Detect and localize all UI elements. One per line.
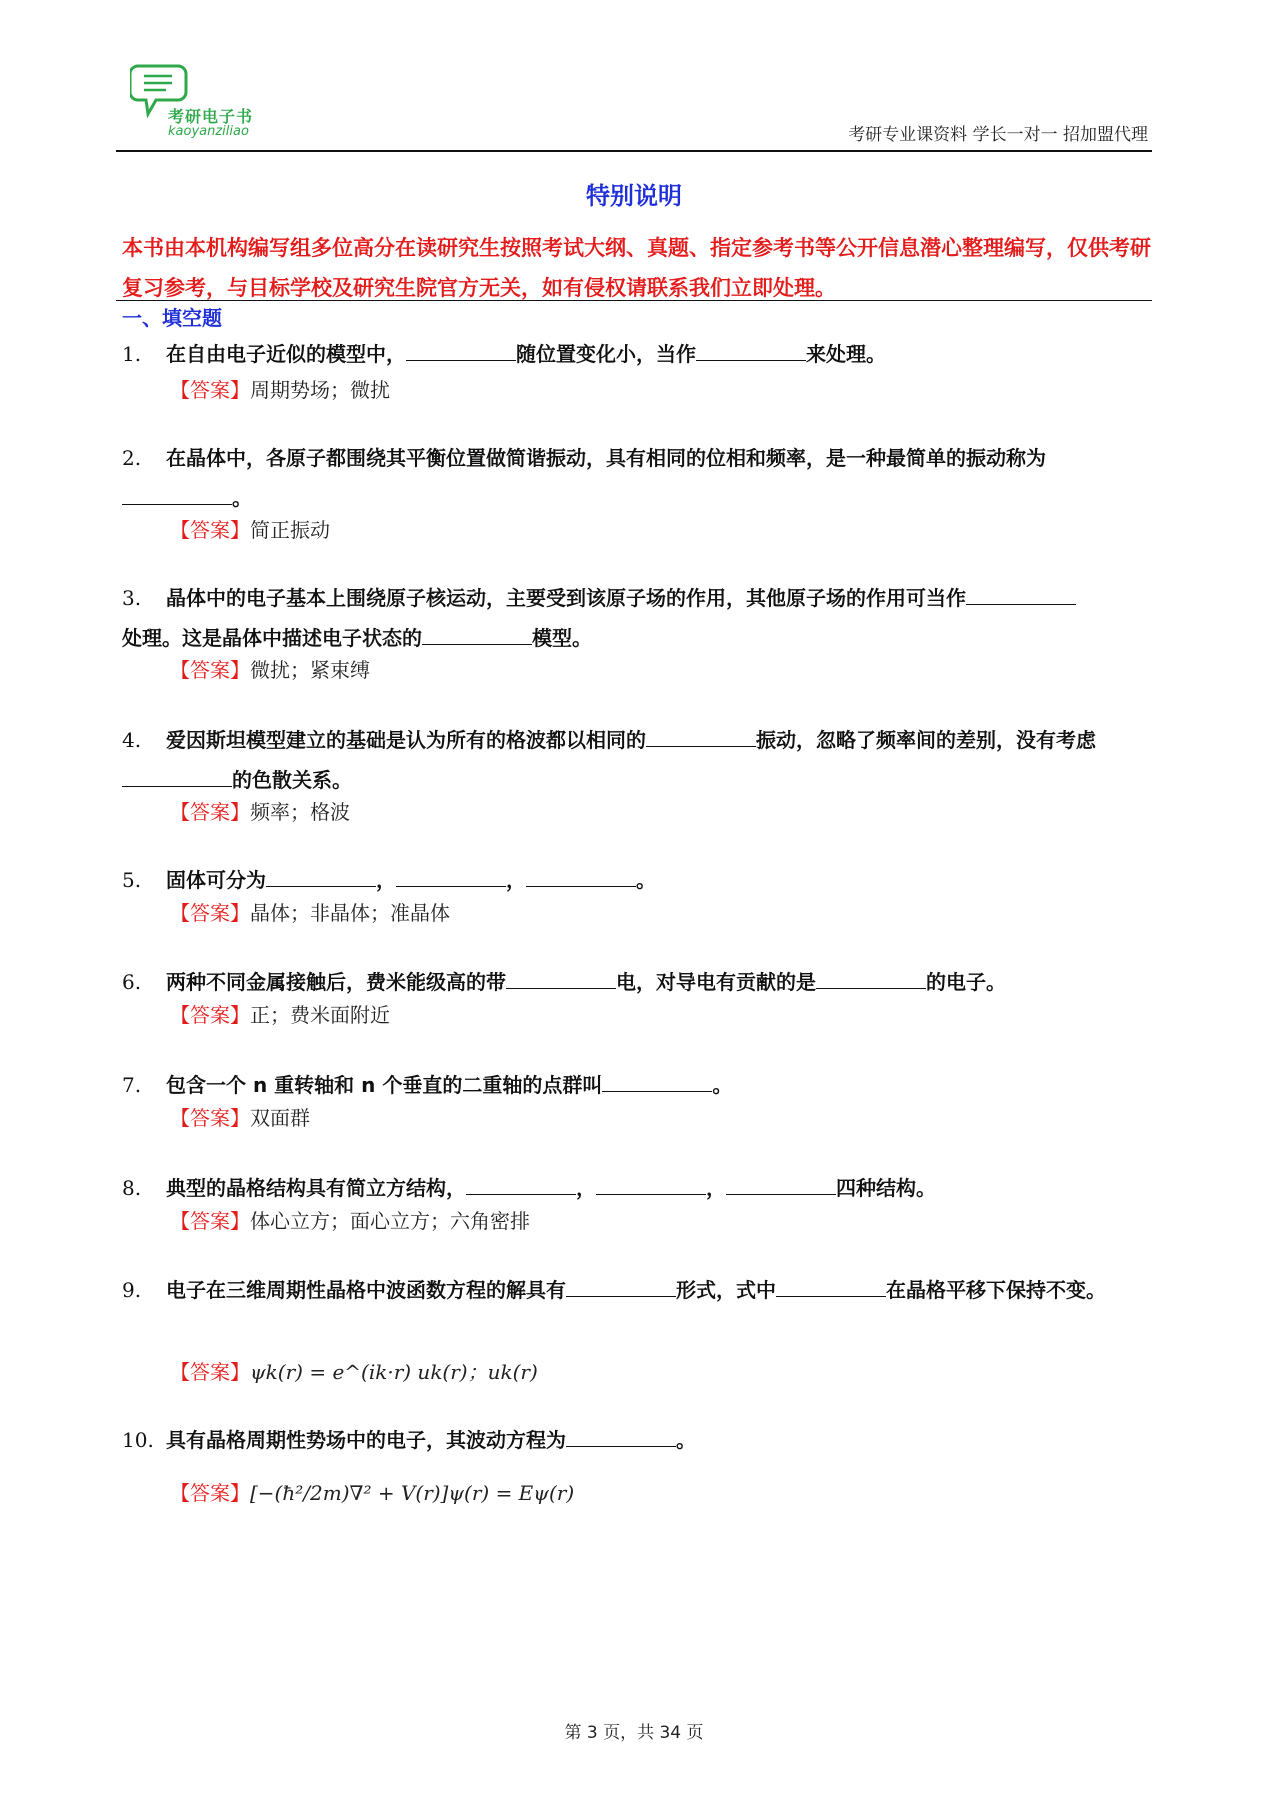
question-10 bbox=[122, 1420, 1152, 1460]
question-text: 具有晶格周期性势场中的电子，其波动方程为 bbox=[166, 1428, 566, 1452]
answer-tag: 【答案】 bbox=[170, 1003, 250, 1027]
special-notice-title: 特别说明 bbox=[586, 182, 682, 210]
header-divider bbox=[116, 150, 1152, 152]
question-text: 模型。 bbox=[532, 626, 592, 650]
question-text: 形式，式中 bbox=[676, 1278, 776, 1302]
answer-text: 简正振动 bbox=[250, 518, 330, 542]
question-number: 2. bbox=[122, 446, 142, 470]
answer-10 bbox=[170, 1478, 574, 1508]
header-tagline: 考研专业课资料 学长一对一 招加盟代理 bbox=[848, 125, 1148, 145]
question-text: 在自由电子近似的模型中， bbox=[166, 342, 406, 366]
answer-blank bbox=[726, 1172, 836, 1195]
question-text: 振动，忽略了频率间的差别，没有考虑 bbox=[756, 728, 1096, 752]
question-text: ， bbox=[506, 868, 526, 892]
question-8 bbox=[122, 1168, 1152, 1208]
question-9 bbox=[122, 1270, 1152, 1310]
answer-blank bbox=[566, 1274, 676, 1297]
logo-subtext: kaoyanziliao bbox=[168, 124, 249, 139]
question-number: 1. bbox=[122, 342, 142, 366]
question-number: 10. bbox=[122, 1428, 154, 1452]
question-text: 来处理。 bbox=[806, 342, 886, 366]
answer-3 bbox=[170, 655, 370, 685]
question-text: 的电子。 bbox=[926, 970, 1006, 994]
special-notice-text: 本书由本机构编写组多位高分在读研究生按照考试大纲、真题、指定参考书等公开信息潜心整理编写，仅供考研复习参考，与目标学校及研究生院官方无关，如有侵权请联系我们立即处理。 bbox=[122, 236, 1151, 300]
answer-blank bbox=[506, 966, 616, 989]
question-text: 电子在三维周期性晶格中波函数方程的解具有 bbox=[166, 1278, 566, 1302]
question-number: 5. bbox=[122, 868, 142, 892]
question-text: 。 bbox=[712, 1073, 733, 1097]
question-text: 的色散关系。 bbox=[232, 768, 352, 792]
answer-2 bbox=[170, 515, 330, 545]
question-text: 爱因斯坦模型建立的基础是认为所有的格波都以相同的 bbox=[166, 728, 646, 752]
question-text: 。 bbox=[636, 868, 656, 892]
answer-text: 频率；格波 bbox=[250, 800, 350, 824]
answer-8 bbox=[170, 1206, 530, 1236]
question-3 bbox=[122, 578, 1152, 658]
question-number: 9. bbox=[122, 1278, 142, 1302]
answer-tag: 【答案】 bbox=[170, 1481, 250, 1505]
answer-blank bbox=[966, 582, 1076, 605]
question-6 bbox=[122, 962, 1152, 1002]
question-text: ， bbox=[576, 1176, 596, 1200]
answer-blank bbox=[466, 1172, 576, 1195]
answer-blank bbox=[122, 482, 232, 505]
answer-blank bbox=[406, 338, 516, 361]
answer-tag: 【答案】 bbox=[170, 800, 250, 824]
question-text: 随位置变化小，当作 bbox=[516, 342, 696, 366]
question-text: ， bbox=[706, 1176, 726, 1200]
answer-text: 体心立方；面心立方；六角密排 bbox=[250, 1209, 530, 1233]
question-number: 8. bbox=[122, 1176, 142, 1200]
question-text: 处理。这是晶体中描述电子状态的 bbox=[122, 626, 422, 650]
question-text: 。 bbox=[232, 486, 252, 510]
answer-blank bbox=[566, 1424, 676, 1447]
answer-blank bbox=[526, 864, 636, 887]
answer-blank bbox=[816, 966, 926, 989]
question-text: ， bbox=[376, 868, 396, 892]
page-number: 第 3 页，共 34 页 bbox=[564, 1723, 704, 1743]
answer-blank bbox=[696, 338, 806, 361]
answer-4 bbox=[170, 797, 350, 827]
question-number: 3. bbox=[122, 586, 142, 610]
answer-blank bbox=[776, 1274, 886, 1297]
answer-tag: 【答案】 bbox=[170, 378, 250, 402]
answer-formula: [−(ħ²/2m)∇² + V(r)]ψ(r) = Eψ(r) bbox=[250, 1481, 575, 1505]
question-text: 晶体中的电子基本上围绕原子核运动，主要受到该原子场的作用，其他原子场的作用可当作 bbox=[166, 586, 966, 610]
answer-blank bbox=[266, 864, 376, 887]
answer-blank bbox=[422, 622, 532, 645]
question-text: 固体可分为 bbox=[166, 868, 266, 892]
answer-tag: 【答案】 bbox=[170, 518, 250, 542]
answer-formula: ψk(r) = e^(ik·r) uk(r)；uk(r) bbox=[250, 1360, 538, 1384]
answer-blank bbox=[602, 1069, 712, 1092]
answer-text: 微扰；紧束缚 bbox=[250, 658, 370, 682]
question-5 bbox=[122, 860, 1152, 900]
logo-text: 考研电子书 bbox=[168, 107, 254, 126]
question-7 bbox=[122, 1065, 1152, 1105]
question-number: 6. bbox=[122, 970, 142, 994]
answer-blank bbox=[396, 864, 506, 887]
question-2 bbox=[122, 438, 1152, 518]
question-text: 在晶体中，各原子都围绕其平衡位置做简谐振动，具有相同的位相和频率，是一种最简单的振动称为 bbox=[166, 446, 1046, 470]
answer-tag: 【答案】 bbox=[170, 658, 250, 682]
answer-blank bbox=[646, 724, 756, 747]
answer-text: 周期势场；微扰 bbox=[250, 378, 390, 402]
answer-tag: 【答案】 bbox=[170, 1360, 250, 1384]
answer-blank bbox=[596, 1172, 706, 1195]
question-text: 在晶格平移下保持不变。 bbox=[886, 1278, 1106, 1302]
question-text: 包含一个 n 重转轴和 n 个垂直的二重轴的点群叫 bbox=[166, 1073, 603, 1097]
notice-divider bbox=[116, 300, 1152, 301]
answer-9 bbox=[170, 1357, 538, 1387]
question-text: 四种结构。 bbox=[836, 1176, 936, 1200]
question-text: 典型的晶格结构具有简立方结构， bbox=[166, 1176, 466, 1200]
answer-1 bbox=[170, 375, 390, 405]
section-title: 一、填空题 bbox=[122, 306, 222, 330]
question-1 bbox=[122, 334, 1152, 374]
question-4 bbox=[122, 720, 1152, 800]
answer-text: 晶体；非晶体；准晶体 bbox=[250, 901, 450, 925]
question-text: 两种不同金属接触后，费米能级高的带 bbox=[166, 970, 506, 994]
answer-tag: 【答案】 bbox=[170, 901, 250, 925]
answer-7 bbox=[170, 1103, 310, 1133]
answer-blank bbox=[122, 764, 232, 787]
question-number: 4. bbox=[122, 728, 142, 752]
answer-tag: 【答案】 bbox=[170, 1106, 250, 1130]
answer-text: 正；费米面附近 bbox=[250, 1003, 390, 1027]
question-number: 7. bbox=[122, 1073, 142, 1097]
question-text: 电，对导电有贡献的是 bbox=[616, 970, 816, 994]
answer-5 bbox=[170, 898, 450, 928]
answer-6 bbox=[170, 1000, 390, 1030]
answer-text: 双面群 bbox=[250, 1106, 310, 1130]
question-text: 。 bbox=[676, 1428, 696, 1452]
answer-tag: 【答案】 bbox=[170, 1209, 250, 1233]
